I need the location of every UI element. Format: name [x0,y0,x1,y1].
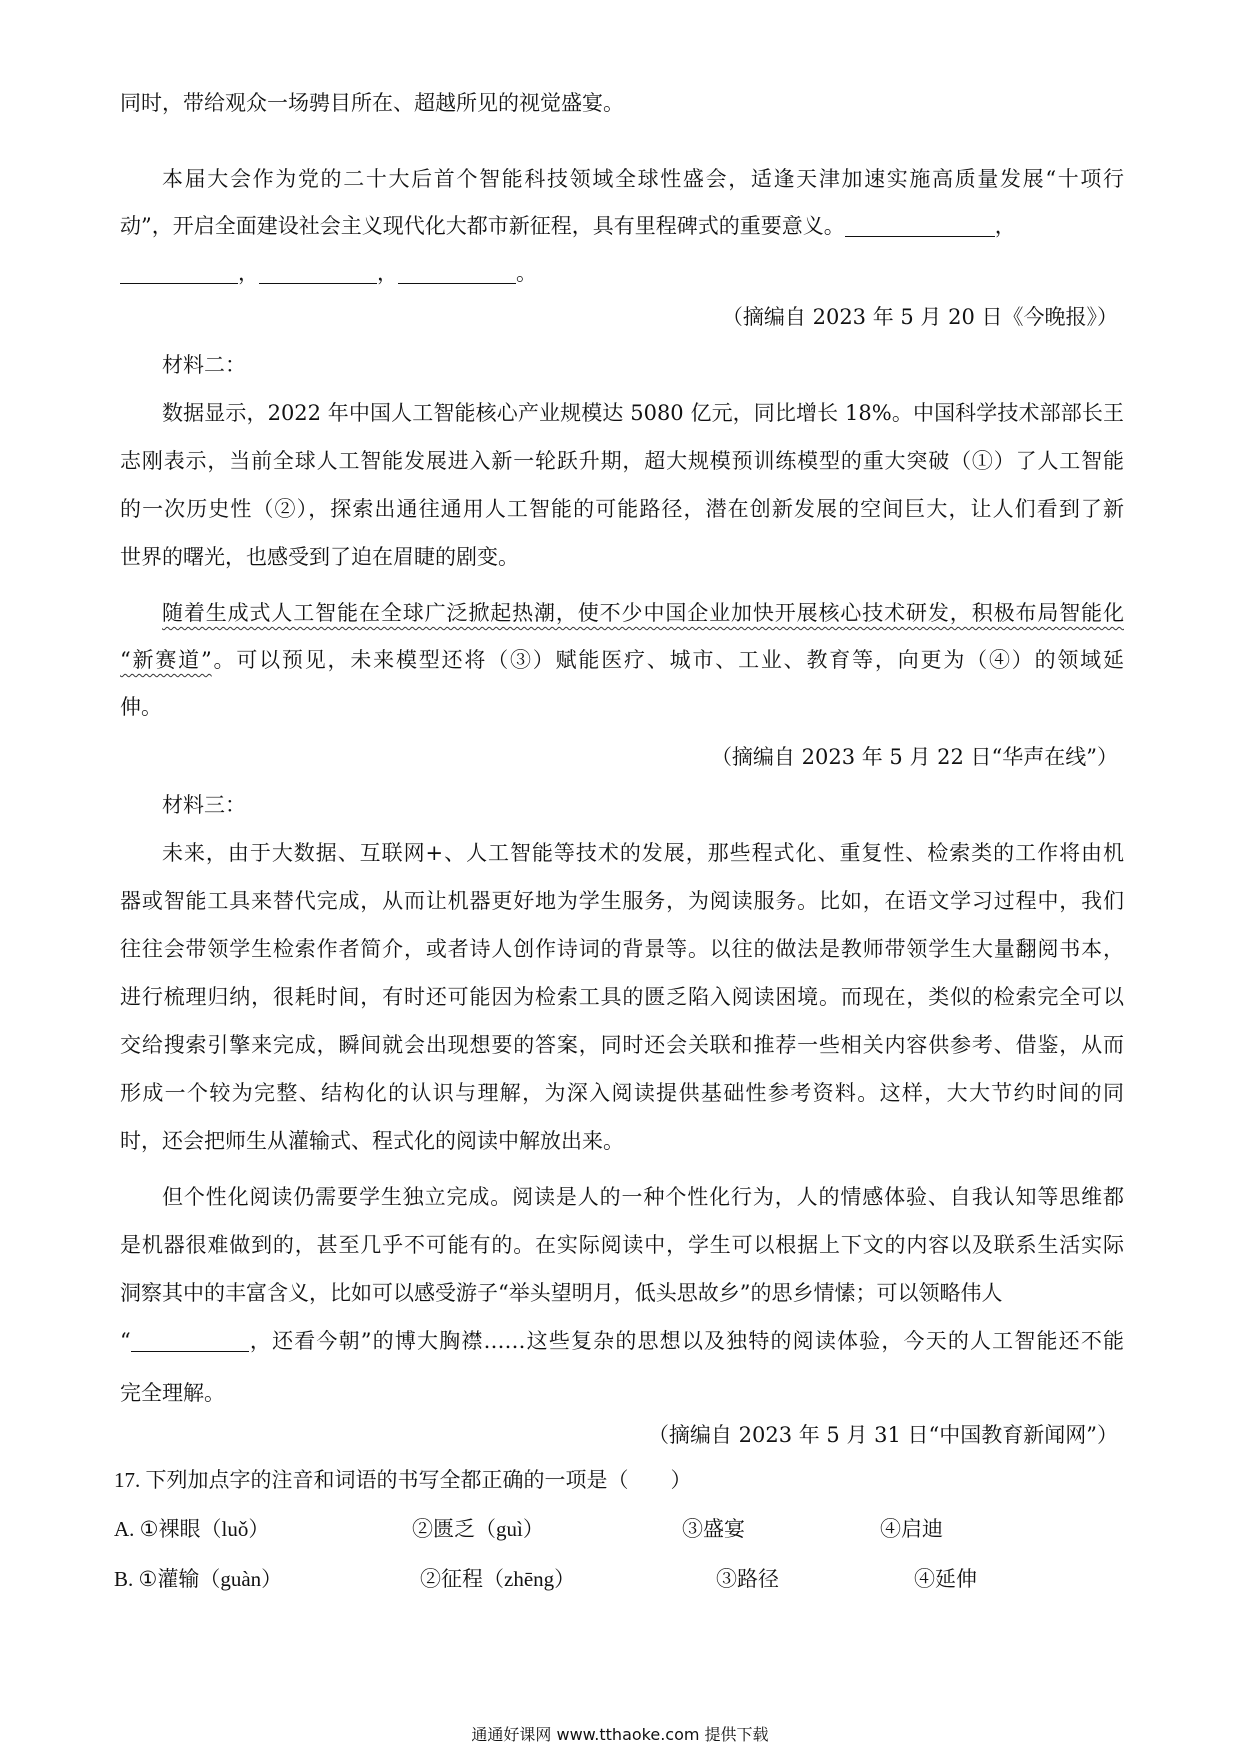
page-footer: 通通好课网 www.tthaoke.com 提供下载 [471,1725,769,1744]
option-a-item-2: ②匮乏（guì） [412,1517,544,1541]
section-title: 材料三： [162,793,246,817]
paragraph-line: 本届大会作为党的二十大后首个智能科技领域全球性盛会，适逢天津加速实施高质量发展“十项行 [162,167,1124,191]
source-citation: （摘编自 2023 年 5 月 31 日“中国教育新闻网”） [647,1423,1118,1447]
paragraph-line: 时，还会把师生从灌输式、程式化的阅读中解放出来。 [120,1129,624,1153]
paragraph-line: 未来，由于大数据、互联网+、人工智能等技术的发展，那些程式化、重复性、检索类的工作将由机 [162,841,1124,865]
paragraph-line [120,645,1124,675]
paragraph-line-underlined [162,598,1124,628]
paragraph-line: 器或智能工具来替代完成，从而让机器更好地为学生服务，为阅读服务。比如，在语文学习过程中，我们 [120,889,1124,913]
fill-blank [845,216,995,237]
text-segment: ， [994,214,1016,238]
option-b-item-1: B. ①灌输（guàn） [114,1567,283,1591]
text-segment: “ [120,1329,131,1353]
paragraph-line: 数据显示，2022 年中国人工智能核心产业规模达 5080 亿元，同比增长 18%。中国科学技术部部长王 [162,401,1124,425]
fill-blank [120,263,238,284]
section-title: 材料二： [162,353,246,377]
text-segment: ， [377,261,398,285]
option-b-item-2: ②征程（zhēng） [420,1567,576,1591]
paragraph-line: 完全理解。 [120,1381,225,1405]
paragraph-line [120,1326,1124,1356]
question-stem: 17. 下列加点字的注音和词语的书写全都正确的一项是（ ） [114,1468,692,1492]
wavy-underlined-text: 随着生成式人工智能在全球广泛掀起热潮，使不少中国企业加快开展核心技术研发，积极布局智能化 [162,601,1124,625]
option-a-item-4: ④启迪 [880,1517,943,1541]
paragraph-line: 但个性化阅读仍需要学生独立完成。阅读是人的一种个性化行为，人的情感体验、自我认知等思维都 [162,1185,1124,1209]
fill-blank [259,263,377,284]
paragraph-line: 的一次历史性（②），探索出通往通用人工智能的可能路径，潜在创新发展的空间巨大，让人们看到了新 [120,497,1124,521]
paragraph-line [120,258,537,288]
paragraph-line: 形成一个较为完整、结构化的认识与理解，为深入阅读提供基础性参考资料。这样，大大节约时间的同 [120,1081,1124,1105]
paragraph-line [120,211,1016,241]
text-segment: ， [238,261,259,285]
paragraph-line: 世界的曙光，也感受到了迫在眉睫的剧变。 [120,545,519,569]
paragraph-line: 进行梳理归纳，很耗时间，有时还可能因为检索工具的匮乏陷入阅读困境。而现在，类似的检索完全可以 [120,985,1124,1009]
paragraph-line: 志刚表示，当前全球人工智能发展进入新一轮跃升期，超大规模预训练模型的重大突破（①）了人工智能 [120,449,1124,473]
option-a-item-1: A. ①裸眼（luǒ） [114,1517,270,1541]
paragraph-line: 往往会带领学生检索作者简介，或者诗人创作诗词的背景等。以往的做法是教师带领学生大量翻阅书本， [120,937,1124,961]
paragraph-line: 伸。 [120,695,162,719]
paragraph-line: 交给搜索引擎来完成，瞬间就会出现想要的答案，同时还会关联和推荐一些相关内容供参考、借鉴，从而 [120,1033,1124,1057]
text-segment: ，还看今朝”的博大胸襟……这些复杂的思想以及独特的阅读体验，今天的人工智能还不能 [248,1329,1124,1353]
option-b-item-4: ④延伸 [914,1567,977,1591]
paragraph-line: 是机器很难做到的，甚至几乎不可能有的。在实际阅读中，学生可以根据上下文的内容以及联系生活实际 [120,1233,1124,1257]
text-segment: 。可以预见，未来模型还将（③）赋能医疗、城市、工业、教育等，向更为（④）的领域延 [211,648,1124,672]
fill-blank [398,263,516,284]
option-a-item-3: ③盛宴 [682,1517,745,1541]
wavy-underlined-text: “新赛道” [120,648,212,672]
paragraph-line: 洞察其中的丰富含义，比如可以感受游子“举头望明月，低头思故乡”的思乡情愫；可以领略伟人 [120,1281,1003,1305]
fill-blank [131,1331,249,1352]
text-segment: 。 [516,261,537,285]
option-b-item-3: ③路径 [716,1567,779,1591]
paragraph-line: 同时，带给观众一场骋目所在、超越所见的视觉盛宴。 [120,91,624,115]
text-segment: 动”，开启全面建设社会主义现代化大都市新征程，具有里程碑式的重要意义。 [120,214,845,238]
source-citation: （摘编自 2023 年 5 月 20 日《今晚报》） [721,305,1118,329]
source-citation: （摘编自 2023 年 5 月 22 日“华声在线”） [710,745,1118,769]
